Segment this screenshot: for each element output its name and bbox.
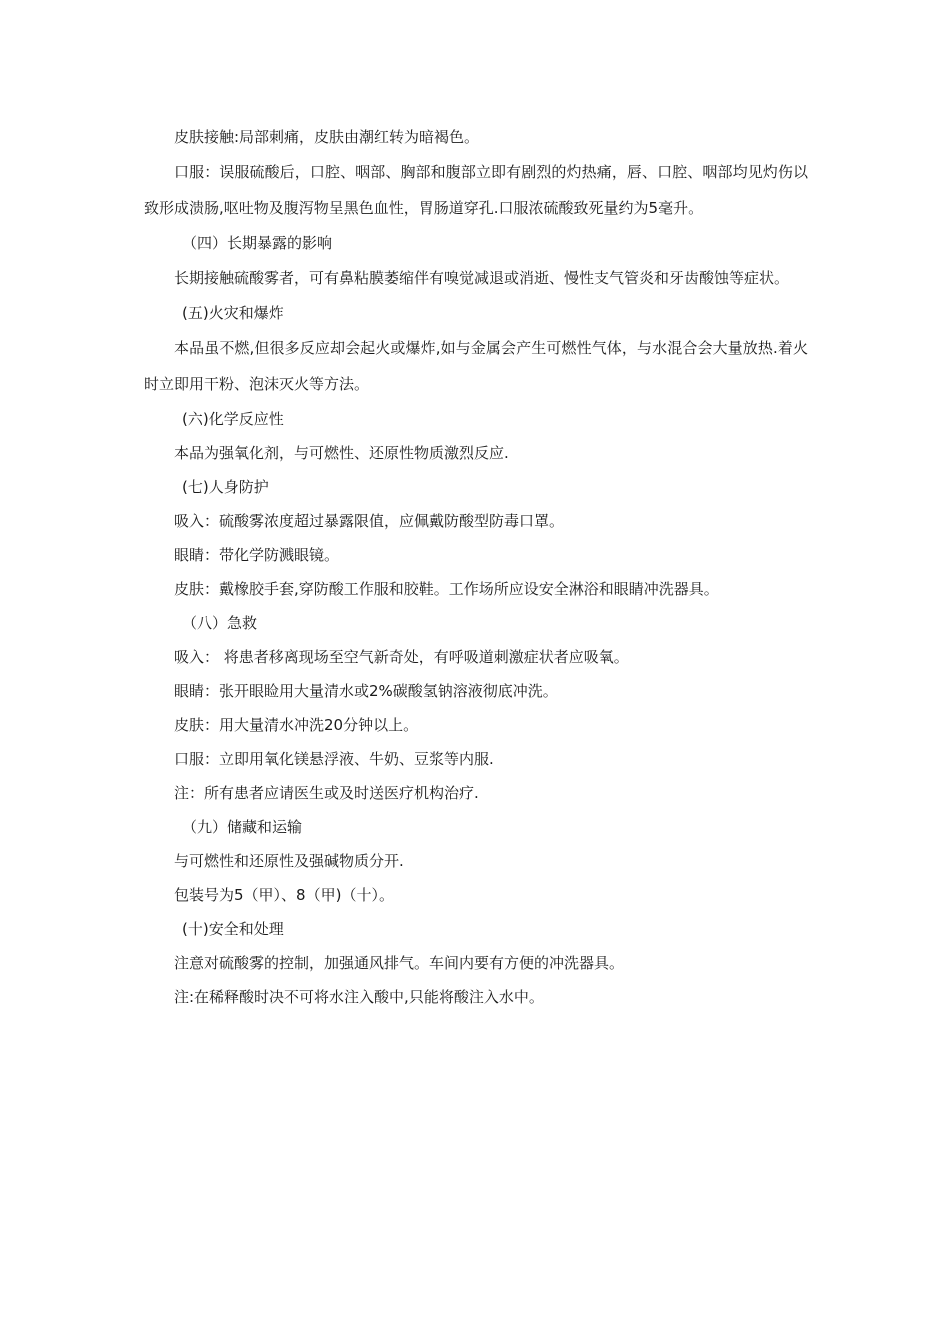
paragraph-aid-skin: 皮肤：用大量清水冲洗20分钟以上。	[174, 716, 419, 734]
paragraph-package: 包装号为5（甲）、8（甲)（十）。	[174, 886, 394, 904]
paragraph-aid-oral: 口服：立即用氧化镁悬浮液、牛奶、豆浆等内服.	[174, 750, 494, 768]
section-heading-7: (七)人身防护	[182, 478, 269, 496]
section-heading-9: （九）储藏和运输	[182, 818, 303, 836]
paragraph-oral-contact: 口服：误服硫酸后，口腔、咽部、胸部和腹部立即有剧烈的灼热痛，唇、口腔、咽部均见灼伤以致形成溃肠,呕吐物及腹泻物呈黑色血性，胃肠道穿孔.口服浓硫酸致死量约为5毫升。	[144, 163, 808, 217]
section-heading-6: (六)化学反应性	[182, 410, 284, 428]
paragraph-aid-inhale: 吸入： 将患者移离现场至空气新奇处，有呼吸道刺激症状者应吸氧。	[174, 648, 629, 666]
paragraph-dilute-note: 注:在稀释酸时决不可将水注入酸中,只能将酸注入水中。	[174, 988, 544, 1006]
section-heading-5: (五)火灾和爆炸	[182, 304, 284, 322]
paragraph-fire: 本品虽不燃,但很多反应却会起火或爆炸,如与金属会产生可燃性气体，与水混合会大量放热.着火时立即用干粉、泡沫灭火等方法。	[144, 339, 808, 393]
section-heading-4: （四）长期暴露的影响	[182, 234, 333, 252]
paragraph-safety: 注意对硫酸雾的控制，加强通风排气。车间内要有方便的冲洗器具。	[174, 954, 625, 972]
paragraph-protect-eyes: 眼睛：带化学防溅眼镜。	[174, 546, 340, 564]
section-heading-10: (十)安全和处理	[182, 920, 284, 938]
paragraph-reactivity: 本品为强氧化剂，与可燃性、还原性物质激烈反应.	[174, 444, 509, 462]
paragraph-aid-note: 注：所有患者应请医生或及时送医疗机构治疗.	[174, 784, 479, 802]
section-heading-8: （八）急救	[182, 614, 258, 632]
paragraph-protect-skin: 皮肤：戴橡胶手套,穿防酸工作服和胶鞋。工作场所应设安全淋浴和眼睛冲洗器具。	[174, 580, 719, 598]
paragraph-skin-contact: 皮肤接触:局部刺痛，皮肤由潮红转为暗褐色。	[174, 128, 480, 146]
paragraph-aid-eyes: 眼睛：张开眼睑用大量清水或2%碳酸氢钠溶液彻底冲洗。	[174, 682, 558, 700]
document-body	[144, 120, 808, 1014]
paragraph-long-term: 长期接触硫酸雾者，可有鼻粘膜萎缩伴有嗅觉减退或消逝、慢性支气管炎和牙齿酸蚀等症状。	[174, 269, 790, 287]
paragraph-protect-inhale: 吸入：硫酸雾浓度超过暴露限值，应佩戴防酸型防毒口罩。	[174, 512, 565, 530]
paragraph-storage: 与可燃性和还原性及强碱物质分开.	[174, 852, 404, 870]
